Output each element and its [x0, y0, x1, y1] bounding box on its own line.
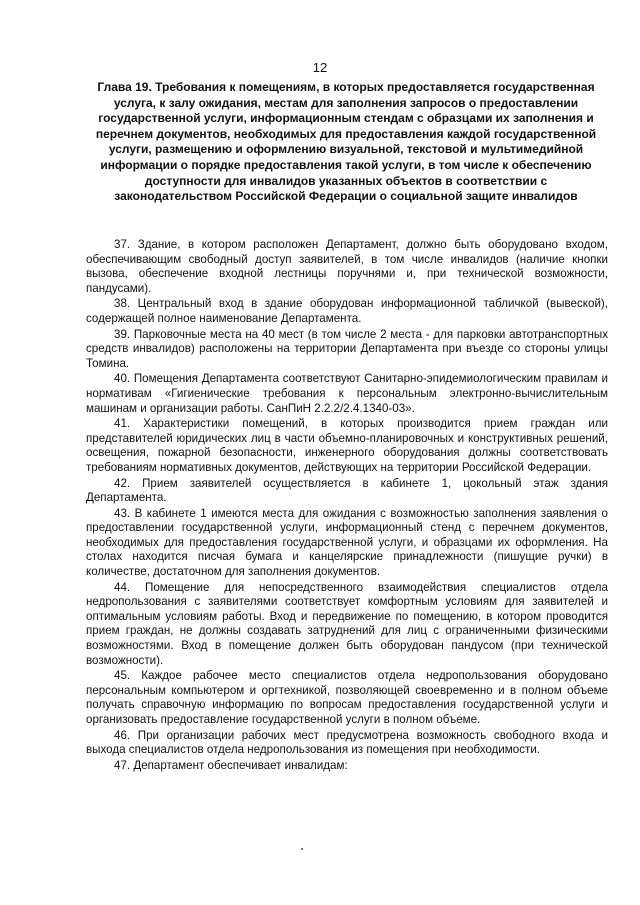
paragraph-39: 39. Парковочные места на 40 мест (в том числе 2 места - для парковки автотранспортных средств инвалидов) расположены на территории Департамента при въезде со стороны улицы Томина.	[86, 327, 608, 370]
page-number: 12	[312, 60, 328, 75]
paragraph-47: 47. Департамент обеспечивает инвалидам:	[114, 758, 348, 772]
paragraph-38: 38. Центральный вход в здание оборудован информационной табличкой (вывеской), содержащей полное наименование Департамента.	[86, 297, 608, 325]
scan-speck	[301, 848, 303, 850]
paragraph-43: 43. В кабинете 1 имеются места для ожидания с возможностью заполнения заявления о предоставлении государственной услуги, информационный стенд с перечнем документов, необходимых для предоставления государственной услуги, и образцами их оформления. На столах находится писчая бумага и канцелярские принадлежности (пишущие ручки) в количестве, достаточном для заполнения документов.	[86, 506, 608, 579]
paragraph-44: 44. Помещение для непосредственного взаимодействия специалистов отдела недропользования с заявителями соответствует комфортным условиям для заявителей и оптимальным условиям работы. Вход и передвижение по помещению, в котором проводится прием граждан, не должны создавать затруднений для лиц с ограниченными физическими возможностями. Вход в помещение должен быть оборудован пандусом (при технической возможности).	[86, 580, 608, 667]
paragraph-41: 41. Характеристики помещений, в которых производится прием граждан или представителей юридических лиц в части объемно-планировочных и конструктивных решений, освещения, пожарной безопасности, инженерного оборудования должны соответствовать требованиям нормативных документов, действующих на территории Российской Федерации.	[86, 417, 608, 474]
document-body	[86, 238, 608, 774]
paragraph-37: 37. Здание, в котором расположен Департамент, должно быть оборудовано входом, обеспечивающим свободный доступ заявителей, в том числе инвалидов (наличие кнопки вызова, обеспечение входной лестницы поручнями и, при технической возможности, пандусами).	[86, 238, 608, 295]
paragraph-42: 42. Прием заявителей осуществляется в кабинете 1, цокольный этаж здания Департамента.	[86, 476, 608, 505]
chapter-heading: Глава 19. Требования к помещениям, в которых предоставляется государственная услуга, к залу ожидания, местам для заполнения запросов о предоставлении государственной услуги, информационным стендам с образцами их заполнения и перечнем документов, необходимых для предоставления каждой государственной услуги, размещению и оформлению визуальной, текстовой и мультимедийной информации о порядке предоставления такой услуги, в том числе к обеспечению доступности для инвалидов указанных объектов в соответствии с законодательством Российской Федерации о социальной защите инвалидов	[95, 80, 597, 204]
paragraph-46: 46. При организации рабочих мест предусмотрена возможность свободного входа и выхода специалистов отдела недропользования из помещения при необходимости.	[86, 728, 608, 757]
paragraph-40: 40. Помещения Департамента соответствуют Санитарно-эпидемиологическим правилам и нормативам «Гигиенические требования к персональным электронно-вычислительным машинам и организации работы. СанПиН 2.2.2/2.4.1340-03».	[86, 372, 608, 415]
paragraph-45: 45. Каждое рабочее место специалистов отдела недропользования оборудовано персональным компьютером и оргтехникой, позволяющей своевременно и в полном объеме получать справочную информацию по вопросам предоставления государственной услуги и организовать предоставление государственной услуги в полном объеме.	[86, 669, 608, 726]
